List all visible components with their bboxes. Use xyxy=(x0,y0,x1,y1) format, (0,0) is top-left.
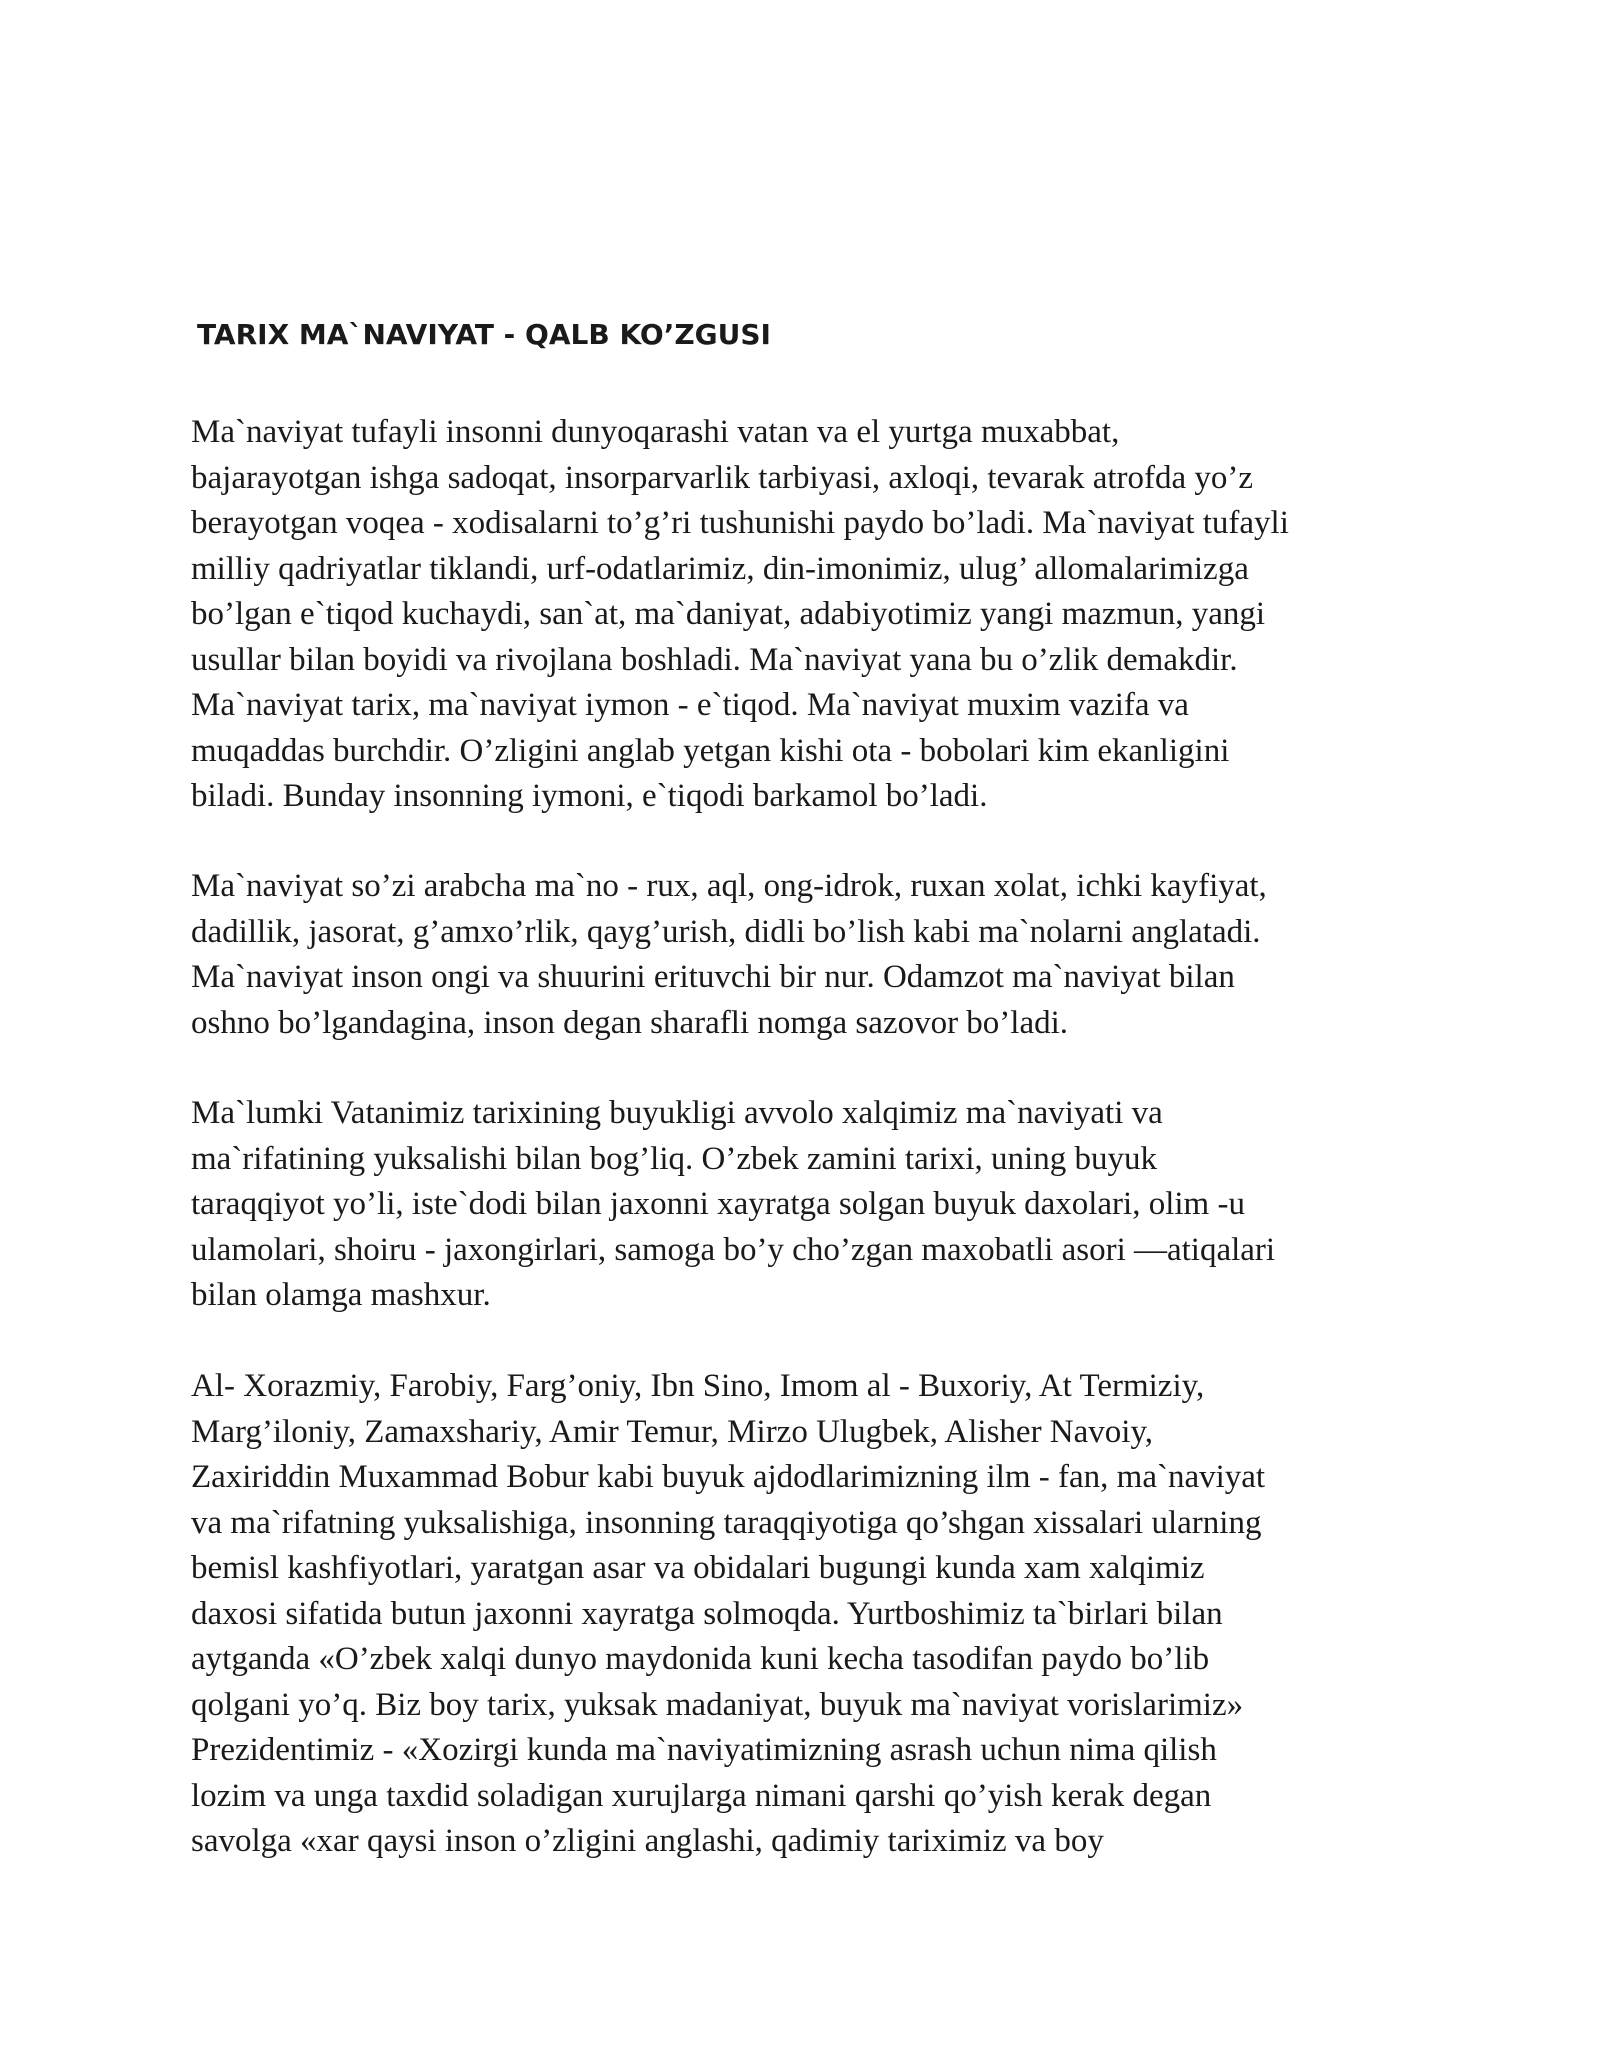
text-line: qolgani yo’q. Biz boy tarix, yuksak madaniyat, buyuk ma`naviyat vorislarimiz» xyxy=(191,1686,1244,1723)
text-line: daxosi sifatida butun jaxonni xayratga solmoqda. Yurtboshimiz ta`birlari bilan xyxy=(191,1595,1223,1632)
paragraph-3 xyxy=(191,1091,1275,1319)
document-title: TARIX MA`NAVIYAT - QALB KO’ZGUSI xyxy=(197,318,771,351)
text-line: va ma`rifatning yuksalishiga, insonning taraqqiyotiga qo’shgan xissalari ularning xyxy=(191,1504,1262,1541)
text-line: ma`rifatining yuksalishi bilan bog’liq. O’zbek zamini tarixi, uning buyuk xyxy=(191,1140,1157,1177)
paragraph-2 xyxy=(191,864,1267,1046)
text-line: Zaxiriddin Muxammad Bobur kabi buyuk ajdodlarimizning ilm - fan, ma`naviyat xyxy=(191,1459,1266,1495)
text-line: Marg’iloniy, Zamaxshariy, Amir Temur, Mirzo Ulugbek, Alisher Navoiy, xyxy=(191,1413,1154,1450)
text-line: ulamolari, shoiru - jaxongirlari, samoga bo’y cho’zgan maxobatli asori —atiqalari xyxy=(191,1231,1276,1268)
text-line: dadillik, jasorat, g’amxo’rlik, qayg’urish, didli bo’lish kabi ma`nolarni anglatadi. xyxy=(191,913,1261,950)
paragraph-1 xyxy=(191,410,1289,820)
text-line: Ma`naviyat tufayli insonni dunyoqarashi vatan va el yurtga muxabbat, xyxy=(191,414,1120,450)
text-line: muqaddas burchdir. O’zligini anglab yetgan kishi ota - bobolari kim ekanligini xyxy=(191,732,1230,769)
text-line: Prezidentimiz - «Xozirgi kunda ma`naviyatimizning asrash uchun nima qilish xyxy=(191,1732,1217,1768)
text-line: bemisl kashfiyotlari, yaratgan asar va obidalari bugungi kunda xam xalqimiz xyxy=(191,1550,1205,1586)
text-line: milliy qadriyatlar tiklandi, urf-odatlarimiz, din-imonimiz, ulug’ allomalarimizga xyxy=(191,550,1249,587)
text-line: berayotgan voqea - xodisalarni to’g’ri tushunishi paydo bo’ladi. Ma`naviyat tufayli xyxy=(191,505,1289,541)
text-line: bilan olamga mashxur. xyxy=(191,1277,491,1313)
text-line: bajarayotgan ishga sadoqat, insorparvarlik tarbiyasi, axloqi, tevarak atrofda yo’z xyxy=(191,459,1254,496)
text-line: usullar bilan boyidi va rivojlana boshladi. Ma`naviyat yana bu o’zlik demakdir. xyxy=(191,641,1238,678)
paragraph-4 xyxy=(191,1364,1265,1865)
text-line: lozim va unga taxdid soladigan xurujlarga nimani qarshi qo’yish kerak degan xyxy=(191,1777,1212,1814)
text-line: taraqqiyot yo’li, iste`dodi bilan jaxonni xayratga solgan buyuk daxolari, olim -u xyxy=(191,1186,1245,1222)
text-line: savolga «xar qaysi inson o’zligini anglashi, qadimiy tariximiz va boy xyxy=(191,1823,1104,1859)
text-line: bo’lgan e`tiqod kuchaydi, san`at, ma`daniyat, adabiyotimiz yangi mazmun, yangi xyxy=(191,596,1266,632)
text-line: aytganda «O’zbek xalqi dunyo maydonida kuni kecha tasodifan paydo bo’lib xyxy=(191,1641,1210,1677)
text-line: Ma`lumki Vatanimiz tarixining buyukligi avvolo xalqimiz ma`naviyati va xyxy=(191,1095,1163,1131)
text-line: Ma`naviyat so’zi arabcha ma`no - rux, aql, ong-idrok, ruxan xolat, ichki kayfiyat, xyxy=(191,868,1267,904)
text-line: Al- Xorazmiy, Farobiy, Farg’oniy, Ibn Sino, Imom al - Buxoriy, At Termiziy, xyxy=(191,1368,1205,1404)
text-line: biladi. Bunday insonning iymoni, e`tiqodi barkamol bo’ladi. xyxy=(191,778,988,814)
text-line: oshno bo’lgandagina, inson degan sharafli nomga sazovor bo’ladi. xyxy=(191,1004,1069,1041)
text-line: Ma`naviyat tarix, ma`naviyat iymon - e`tiqod. Ma`naviyat muxim vazifa va xyxy=(191,687,1189,723)
text-line: Ma`naviyat inson ongi va shuurini erituvchi bir nur. Odamzot ma`naviyat bilan xyxy=(191,959,1235,995)
